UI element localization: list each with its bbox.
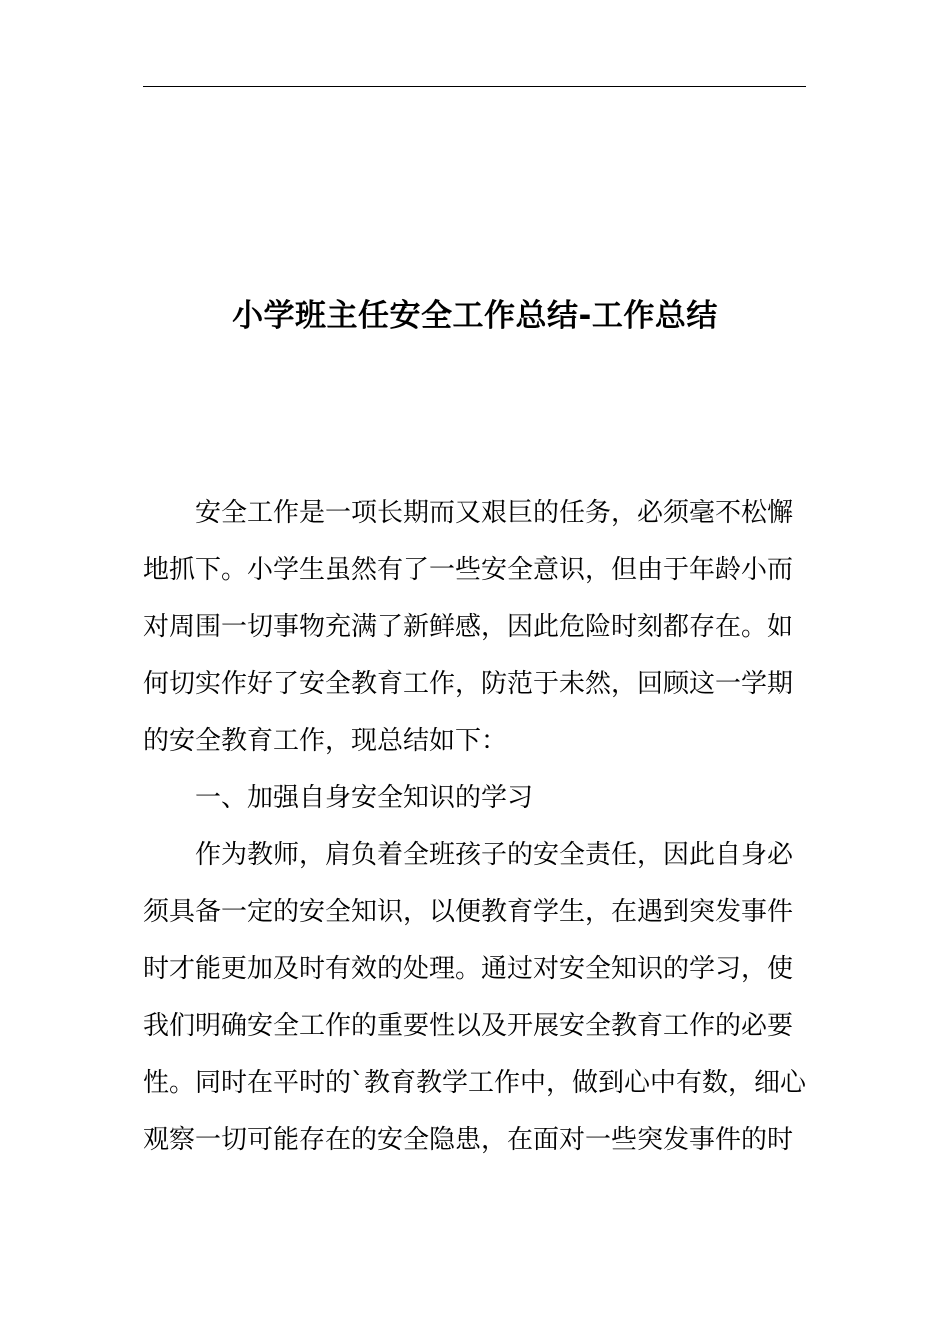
paragraph-line: 何切实作好了安全教育工作，防范于未然，回顾这一学期 <box>143 669 794 699</box>
section-heading: 一、加强自身安全知识的学习 <box>195 783 534 813</box>
paragraph-line: 我们明确安全工作的重要性以及开展安全教育工作的必要 <box>143 1011 794 1041</box>
paragraph-line: 观察一切可能存在的安全隐患，在面对一些突发事件的时 <box>143 1125 794 1155</box>
paragraph-line: 安全工作是一项长期而又艰巨的任务，必须毫不松懈 <box>195 498 794 528</box>
paragraph-line: 地抓下。小学生虽然有了一些安全意识，但由于年龄小而 <box>143 555 794 585</box>
paragraph-line: 对周围一切事物充满了新鲜感，因此危险时刻都存在。如 <box>143 612 794 642</box>
paragraph-line: 作为教师，肩负着全班孩子的安全责任，因此自身必 <box>195 840 794 870</box>
document-title: 小学班主任安全工作总结-工作总结 <box>232 298 718 334</box>
document-body <box>143 485 806 1169</box>
paragraph-line: 时才能更加及时有效的处理。通过对安全知识的学习，使 <box>143 954 794 984</box>
paragraph-line: 性。同时在平时的`教育教学工作中，做到心中有数，细心 <box>143 1068 806 1098</box>
header-rule <box>143 86 806 87</box>
paragraph-line: 的安全教育工作，现总结如下： <box>143 726 508 756</box>
paragraph-line: 须具备一定的安全知识，以便教育学生，在遇到突发事件 <box>143 897 794 927</box>
